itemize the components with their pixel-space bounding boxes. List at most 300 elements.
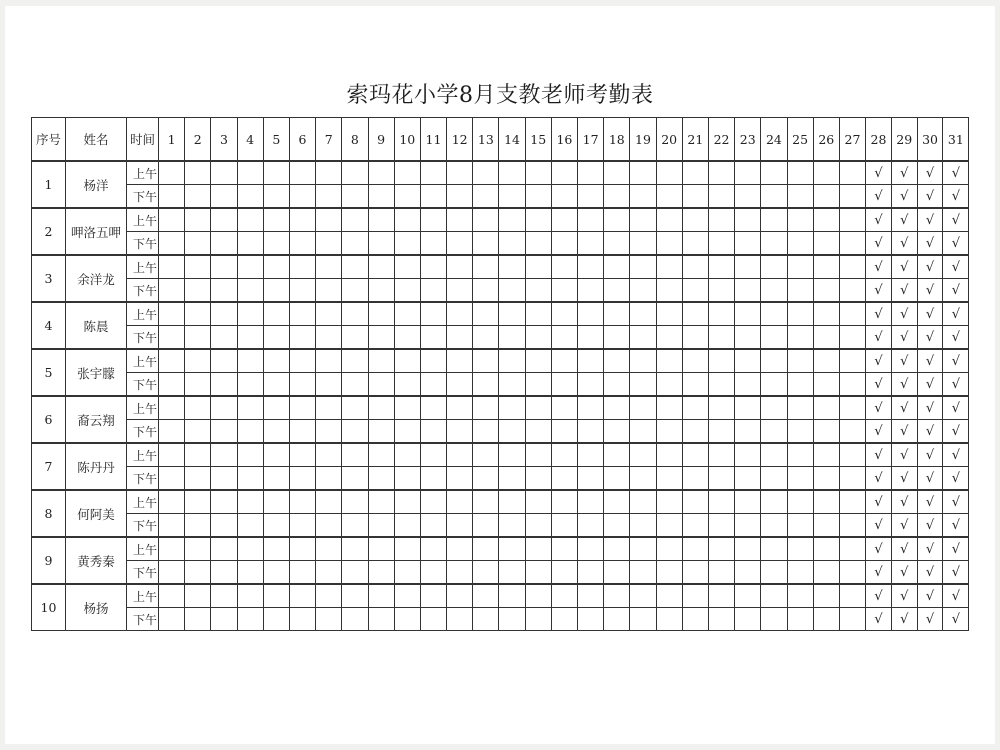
attendance-cell — [237, 490, 263, 514]
attendance-cell — [289, 185, 315, 209]
attendance-cell — [787, 302, 813, 326]
header-day-22: 22 — [708, 118, 734, 162]
attendance-cell — [551, 302, 577, 326]
header-day-6: 6 — [289, 118, 315, 162]
attendance-cell — [735, 302, 761, 326]
attendance-cell — [447, 514, 473, 538]
attendance-cell — [813, 561, 839, 585]
check-mark: √ — [943, 514, 969, 538]
attendance-cell — [394, 514, 420, 538]
attendance-cell — [578, 255, 604, 279]
check-mark: √ — [943, 232, 969, 256]
attendance-cell — [420, 584, 446, 608]
teacher-name: 张宇朦 — [66, 349, 127, 396]
attendance-cell — [630, 161, 656, 185]
header-day-9: 9 — [368, 118, 394, 162]
attendance-cell — [682, 208, 708, 232]
check-mark: √ — [917, 185, 943, 209]
period-label: 下午 — [127, 467, 159, 491]
attendance-cell — [159, 514, 185, 538]
check-mark: √ — [891, 302, 917, 326]
attendance-cell — [420, 514, 446, 538]
attendance-cell — [368, 161, 394, 185]
attendance-cell — [761, 584, 787, 608]
attendance-cell — [342, 349, 368, 373]
attendance-cell — [289, 561, 315, 585]
attendance-cell — [159, 608, 185, 631]
attendance-cell — [630, 467, 656, 491]
check-mark: √ — [917, 608, 943, 631]
check-mark: √ — [891, 561, 917, 585]
attendance-cell — [525, 255, 551, 279]
attendance-cell — [316, 514, 342, 538]
attendance-cell — [473, 302, 499, 326]
attendance-cell — [263, 537, 289, 561]
attendance-cell — [237, 396, 263, 420]
attendance-cell — [682, 608, 708, 631]
attendance-cell — [630, 537, 656, 561]
attendance-cell — [316, 396, 342, 420]
attendance-cell — [316, 302, 342, 326]
teacher-name: 杨扬 — [66, 584, 127, 631]
attendance-cell — [447, 420, 473, 444]
attendance-cell — [604, 302, 630, 326]
attendance-cell — [473, 279, 499, 303]
attendance-cell — [289, 373, 315, 397]
period-label: 下午 — [127, 561, 159, 585]
attendance-cell — [787, 255, 813, 279]
attendance-cell — [394, 396, 420, 420]
attendance-cell — [656, 373, 682, 397]
period-label: 下午 — [127, 420, 159, 444]
attendance-cell — [394, 373, 420, 397]
check-mark: √ — [866, 537, 892, 561]
attendance-cell — [735, 396, 761, 420]
attendance-cell — [447, 584, 473, 608]
header-row — [32, 118, 969, 162]
attendance-cell — [289, 514, 315, 538]
check-mark: √ — [943, 561, 969, 585]
attendance-cell — [394, 161, 420, 185]
check-mark: √ — [943, 584, 969, 608]
attendance-cell — [420, 185, 446, 209]
attendance-cell — [630, 584, 656, 608]
attendance-cell — [551, 349, 577, 373]
table-row — [32, 161, 969, 185]
attendance-cell — [839, 608, 865, 631]
check-mark: √ — [917, 302, 943, 326]
teacher-seq: 8 — [32, 490, 66, 537]
attendance-cell — [525, 561, 551, 585]
attendance-cell — [787, 208, 813, 232]
attendance-cell — [604, 161, 630, 185]
attendance-cell — [656, 561, 682, 585]
attendance-cell — [394, 185, 420, 209]
attendance-cell — [159, 255, 185, 279]
check-mark: √ — [917, 584, 943, 608]
attendance-cell — [447, 185, 473, 209]
header-day-2: 2 — [185, 118, 211, 162]
period-label: 下午 — [127, 514, 159, 538]
attendance-cell — [368, 537, 394, 561]
attendance-cell — [237, 279, 263, 303]
attendance-cell — [342, 561, 368, 585]
attendance-cell — [342, 467, 368, 491]
attendance-cell — [813, 208, 839, 232]
attendance-cell — [604, 326, 630, 350]
check-mark: √ — [866, 443, 892, 467]
attendance-cell — [289, 279, 315, 303]
period-label: 下午 — [127, 279, 159, 303]
header-day-8: 8 — [342, 118, 368, 162]
attendance-cell — [499, 561, 525, 585]
attendance-cell — [394, 302, 420, 326]
page-title: 索玛花小学8月支教老师考勤表 — [346, 83, 654, 108]
attendance-cell — [420, 232, 446, 256]
attendance-cell — [813, 467, 839, 491]
attendance-cell — [839, 161, 865, 185]
attendance-cell — [420, 349, 446, 373]
attendance-cell — [368, 279, 394, 303]
attendance-cell — [316, 373, 342, 397]
check-mark: √ — [891, 373, 917, 397]
attendance-cell — [211, 302, 237, 326]
check-mark: √ — [917, 420, 943, 444]
header-day-12: 12 — [447, 118, 473, 162]
attendance-cell — [578, 302, 604, 326]
check-mark: √ — [891, 514, 917, 538]
attendance-cell — [630, 326, 656, 350]
check-mark: √ — [917, 373, 943, 397]
attendance-cell — [211, 373, 237, 397]
check-mark: √ — [891, 490, 917, 514]
attendance-cell — [237, 232, 263, 256]
attendance-cell — [656, 514, 682, 538]
attendance-cell — [289, 537, 315, 561]
attendance-cell — [682, 302, 708, 326]
teacher-seq: 6 — [32, 396, 66, 443]
period-label: 下午 — [127, 373, 159, 397]
attendance-cell — [185, 537, 211, 561]
attendance-cell — [604, 279, 630, 303]
attendance-cell — [525, 161, 551, 185]
attendance-cell — [761, 608, 787, 631]
attendance-cell — [551, 279, 577, 303]
attendance-cell — [682, 349, 708, 373]
header-day-3: 3 — [211, 118, 237, 162]
attendance-cell — [394, 208, 420, 232]
attendance-cell — [368, 396, 394, 420]
attendance-cell — [656, 279, 682, 303]
attendance-cell — [499, 443, 525, 467]
attendance-cell — [447, 608, 473, 631]
attendance-cell — [394, 490, 420, 514]
attendance-cell — [263, 255, 289, 279]
attendance-cell — [420, 537, 446, 561]
attendance-cell — [630, 302, 656, 326]
table-row — [32, 349, 969, 373]
check-mark: √ — [866, 420, 892, 444]
attendance-cell — [578, 279, 604, 303]
attendance-cell — [237, 373, 263, 397]
teacher-name: 陈丹丹 — [66, 443, 127, 490]
header-day-20: 20 — [656, 118, 682, 162]
teacher-name: 陈晨 — [66, 302, 127, 349]
check-mark: √ — [917, 232, 943, 256]
attendance-cell — [813, 373, 839, 397]
attendance-cell — [551, 443, 577, 467]
period-label: 上午 — [127, 255, 159, 279]
attendance-cell — [237, 161, 263, 185]
header-day-18: 18 — [604, 118, 630, 162]
attendance-cell — [787, 490, 813, 514]
attendance-cell — [551, 255, 577, 279]
attendance-cell — [368, 232, 394, 256]
attendance-cell — [237, 561, 263, 585]
attendance-cell — [604, 208, 630, 232]
check-mark: √ — [891, 326, 917, 350]
teacher-name: 裔云翔 — [66, 396, 127, 443]
attendance-cell — [237, 443, 263, 467]
attendance-cell — [525, 420, 551, 444]
attendance-cell — [578, 490, 604, 514]
attendance-cell — [368, 608, 394, 631]
attendance-cell — [473, 326, 499, 350]
attendance-cell — [604, 443, 630, 467]
period-label: 下午 — [127, 232, 159, 256]
attendance-cell — [630, 396, 656, 420]
attendance-cell — [578, 232, 604, 256]
attendance-cell — [578, 208, 604, 232]
attendance-cell — [604, 373, 630, 397]
attendance-cell — [289, 326, 315, 350]
attendance-cell — [237, 302, 263, 326]
attendance-cell — [499, 537, 525, 561]
check-mark: √ — [917, 490, 943, 514]
attendance-cell — [368, 514, 394, 538]
attendance-cell — [604, 584, 630, 608]
header-time: 时间 — [127, 118, 159, 162]
attendance-cell — [787, 420, 813, 444]
attendance-cell — [211, 490, 237, 514]
table-row — [32, 584, 969, 608]
attendance-cell — [447, 373, 473, 397]
attendance-cell — [813, 537, 839, 561]
attendance-cell — [604, 349, 630, 373]
attendance-cell — [263, 608, 289, 631]
check-mark: √ — [891, 255, 917, 279]
attendance-cell — [211, 420, 237, 444]
header-day-5: 5 — [263, 118, 289, 162]
attendance-cell — [211, 443, 237, 467]
attendance-cell — [551, 420, 577, 444]
attendance-cell — [447, 537, 473, 561]
attendance-cell — [708, 232, 734, 256]
attendance-cell — [499, 302, 525, 326]
attendance-cell — [813, 608, 839, 631]
attendance-cell — [473, 232, 499, 256]
attendance-cell — [159, 232, 185, 256]
header-day-17: 17 — [578, 118, 604, 162]
attendance-cell — [473, 490, 499, 514]
attendance-cell — [787, 326, 813, 350]
attendance-cell — [839, 232, 865, 256]
attendance-cell — [839, 255, 865, 279]
attendance-cell — [499, 490, 525, 514]
attendance-cell — [839, 349, 865, 373]
attendance-cell — [735, 232, 761, 256]
attendance-cell — [263, 490, 289, 514]
table-row — [32, 302, 969, 326]
attendance-cell — [604, 537, 630, 561]
attendance-cell — [525, 608, 551, 631]
check-mark: √ — [943, 208, 969, 232]
attendance-cell — [735, 349, 761, 373]
attendance-cell — [368, 255, 394, 279]
check-mark: √ — [917, 326, 943, 350]
attendance-cell — [316, 208, 342, 232]
attendance-cell — [420, 161, 446, 185]
attendance-cell — [630, 279, 656, 303]
attendance-cell — [263, 420, 289, 444]
check-mark: √ — [866, 584, 892, 608]
attendance-cell — [813, 584, 839, 608]
check-mark: √ — [943, 255, 969, 279]
header-day-15: 15 — [525, 118, 551, 162]
attendance-cell — [604, 420, 630, 444]
attendance-cell — [735, 208, 761, 232]
check-mark: √ — [866, 349, 892, 373]
attendance-cell — [211, 396, 237, 420]
attendance-cell — [185, 185, 211, 209]
attendance-cell — [525, 490, 551, 514]
attendance-cell — [604, 490, 630, 514]
attendance-cell — [263, 326, 289, 350]
attendance-cell — [473, 537, 499, 561]
attendance-cell — [473, 443, 499, 467]
teacher-seq: 9 — [32, 537, 66, 584]
attendance-cell — [185, 373, 211, 397]
attendance-cell — [420, 467, 446, 491]
attendance-cell — [420, 490, 446, 514]
table-row — [32, 208, 969, 232]
attendance-cell — [447, 255, 473, 279]
check-mark: √ — [917, 255, 943, 279]
check-mark: √ — [891, 279, 917, 303]
attendance-cell — [551, 608, 577, 631]
attendance-cell — [316, 255, 342, 279]
attendance-cell — [682, 396, 708, 420]
check-mark: √ — [866, 561, 892, 585]
attendance-cell — [394, 561, 420, 585]
attendance-cell — [761, 232, 787, 256]
check-mark: √ — [943, 302, 969, 326]
attendance-cell — [499, 373, 525, 397]
attendance-cell — [761, 373, 787, 397]
attendance-cell — [447, 302, 473, 326]
attendance-cell — [708, 608, 734, 631]
check-mark: √ — [866, 302, 892, 326]
header-name: 姓名 — [66, 118, 127, 162]
attendance-cell — [368, 349, 394, 373]
attendance-cell — [316, 185, 342, 209]
attendance-cell — [787, 232, 813, 256]
attendance-cell — [682, 185, 708, 209]
attendance-cell — [473, 349, 499, 373]
attendance-cell — [813, 420, 839, 444]
attendance-cell — [420, 208, 446, 232]
attendance-cell — [316, 561, 342, 585]
attendance-cell — [578, 349, 604, 373]
attendance-cell — [761, 561, 787, 585]
teacher-name: 何阿美 — [66, 490, 127, 537]
attendance-cell — [368, 420, 394, 444]
check-mark: √ — [891, 185, 917, 209]
attendance-cell — [839, 396, 865, 420]
attendance-cell — [342, 161, 368, 185]
attendance-cell — [656, 326, 682, 350]
attendance-cell — [656, 208, 682, 232]
attendance-cell — [656, 420, 682, 444]
attendance-cell — [656, 584, 682, 608]
attendance-cell — [159, 279, 185, 303]
check-mark: √ — [943, 185, 969, 209]
attendance-cell — [735, 561, 761, 585]
attendance-cell — [289, 490, 315, 514]
attendance-cell — [604, 514, 630, 538]
attendance-cell — [394, 443, 420, 467]
attendance-cell — [237, 514, 263, 538]
attendance-cell — [394, 279, 420, 303]
attendance-cell — [263, 584, 289, 608]
attendance-cell — [447, 208, 473, 232]
teacher-seq: 1 — [32, 161, 66, 208]
attendance-cell — [839, 443, 865, 467]
check-mark: √ — [891, 584, 917, 608]
header-day-26: 26 — [813, 118, 839, 162]
attendance-cell — [551, 208, 577, 232]
attendance-cell — [316, 326, 342, 350]
attendance-cell — [578, 396, 604, 420]
attendance-cell — [263, 396, 289, 420]
attendance-cell — [237, 420, 263, 444]
check-mark: √ — [866, 161, 892, 185]
attendance-cell — [263, 443, 289, 467]
period-label: 上午 — [127, 349, 159, 373]
attendance-cell — [578, 514, 604, 538]
attendance-cell — [211, 537, 237, 561]
check-mark: √ — [891, 537, 917, 561]
attendance-cell — [499, 232, 525, 256]
check-mark: √ — [891, 232, 917, 256]
table-row — [32, 420, 969, 444]
attendance-cell — [656, 396, 682, 420]
attendance-cell — [447, 467, 473, 491]
table-row — [32, 326, 969, 350]
attendance-cell — [263, 232, 289, 256]
attendance-cell — [368, 185, 394, 209]
attendance-cell — [839, 279, 865, 303]
period-label: 下午 — [127, 608, 159, 631]
attendance-cell — [394, 255, 420, 279]
table-row — [32, 514, 969, 538]
attendance-cell — [394, 467, 420, 491]
header-day-16: 16 — [551, 118, 577, 162]
attendance-cell — [735, 185, 761, 209]
attendance-cell — [578, 537, 604, 561]
attendance-cell — [185, 208, 211, 232]
attendance-cell — [839, 490, 865, 514]
